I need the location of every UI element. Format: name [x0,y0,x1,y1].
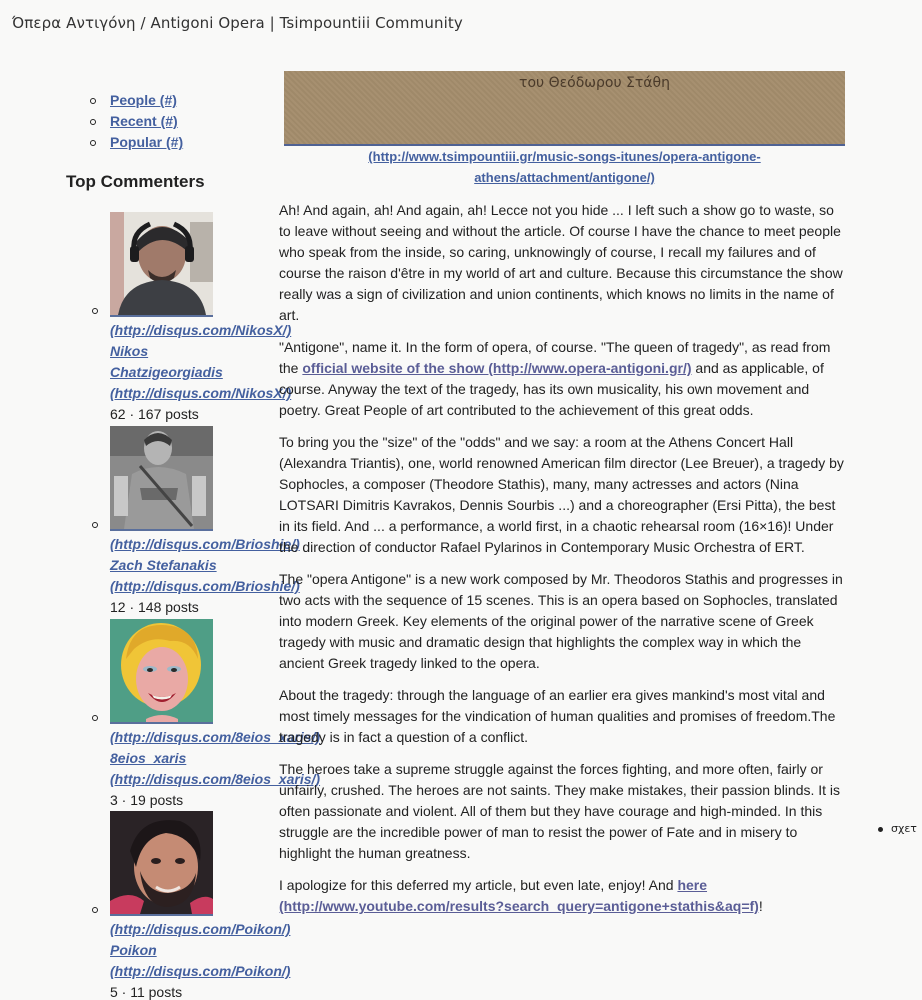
commenter-item [90,811,290,1000]
commenter-nav [90,90,183,153]
article-paragraph: Ah! And again, ah! And again, ah! Lecce not you hide ... I left such a show go to waste, so to leave without seeing and without the article. Of course I have the chance to meet people who speak from the inside, so caring, unknowingly of course, I recall my failures and of course the raison d'être in my world of art and culture. Because this circumstance the show really was a sign of civilization and union continents, which knows no limits in the name of art. [279,202,843,323]
article-paragraph: About the tragedy: through the language of an earlier era gives mankind's most vital and most timely messages for the vindication of human qualities and promises of freedom.The tragedy is in fact a question of a conflict. [279,687,836,745]
commenter-post-count: 3 · 19 posts [110,792,184,808]
commenter-name-link-cont[interactable]: Chatzigeorgiadis [110,364,223,380]
paragraph-text: I apologize for this deferred my article, but even late, enjoy! And [279,877,678,893]
avatar[interactable] [110,811,213,916]
related-label: σχετ [891,822,917,835]
nav-item-popular [90,132,183,153]
article-paragraph: To bring you the "size" of the "odds" and we say: a room at the Athens Concert Hall (Alexandra Triantis), one, world renowned American film director (Lee Breuer), a tragedy by Sophocles, a composer (Theodore Stathis), many, many actresses and actors (Nina LOTSARI Dimitris Kavrakos, Dennis Sourbis ...) and a choreographer (Ersi Pitta), the best in its field. And ... a performance, a world first, in a chaotic rehearsal room (16×16)! Under the direction of conductor Rafael Pylarinos in Contemporary Music Orchestra of ERT. [279,434,844,555]
banner-attachment-link[interactable] [368,149,760,185]
paragraph-text: ! [758,898,763,914]
avatar-photo-icon [110,811,213,914]
bullet-icon [878,827,883,832]
avatar-photo-icon [110,212,213,315]
article-paragraph: The "opera Antigone" is a new work composed by Mr. Theodoros Stathis and progresses in two acts with the sequence of 15 scenes. This is an opera based on Sophocles, translated into modern Greek. Key elements of the original power of the narrative scene of Greek tragedy with music and dramatic design that highlights the complex way in which the ancient Greek tragedy linked to the opera. [279,571,843,671]
commenter-item [90,619,321,821]
youtube-link[interactable]: here (http://www.youtube.com/results?search_query=antigone+stathis&aq=f) [279,877,759,914]
banner-link-container [284,146,845,188]
paragraph-text: "Antigone", name it. In the form of opera, of course. "The queen of tragedy", as read from the [279,339,831,376]
avatar-profile-link[interactable]: (http://disqus.com/8eios_xaris/) [110,729,321,745]
avatar-photo-icon [110,619,213,722]
top-commenters-list [90,212,321,1000]
bullet-icon [90,140,96,146]
commenter-post-count: 62 · 167 posts [110,406,199,422]
nav-item-recent [90,111,183,132]
commenter-profile-url[interactable]: (http://disqus.com/8eios_xaris/) [110,771,321,787]
article-banner-image[interactable] [284,71,845,146]
commenter-profile-url[interactable]: (http://disqus.com/Poikon/) [110,963,291,979]
avatar-profile-link[interactable]: (http://disqus.com/Brioshie/) [110,536,300,552]
banner-link-line2: athens/attachment/antigone/) [474,170,655,185]
bullet-icon [92,308,98,314]
avatar-photo-icon [110,426,213,529]
article-paragraph [279,337,849,421]
commenter-item [90,212,292,422]
bullet-icon [92,907,98,913]
commenter-name-link[interactable]: 8eios_xaris [110,750,187,766]
commenter-item [90,426,300,628]
avatar[interactable] [110,619,213,724]
commenter-name-link[interactable]: Nikos [110,343,149,359]
article-paragraph [279,875,849,917]
related-list-item[interactable] [878,822,917,835]
commenter-name-link[interactable]: Poikon [110,942,157,958]
page-title: Όπερα Αντιγόνη / Antigoni Opera | Tsimpountiii Community [12,14,463,32]
popular-link[interactable]: Popular (#) [110,134,184,150]
commenter-profile-url[interactable]: (http://disqus.com/NikosX/) [110,385,292,401]
commenter-profile-url[interactable]: (http://disqus.com/Brioshie/) [110,578,300,594]
avatar[interactable] [110,212,213,317]
official-website-link[interactable]: official website of the show (http://www.opera-antigoni.gr/) [302,360,692,376]
paragraph-text: and as applicable, of course. Anyway the text of the tragedy, has its own musicality, his own movement and poetry. Great People of art contributed to the achievement of this great odds. [279,360,824,418]
article-paragraph: The heroes take a supreme struggle against the forces fighting, and more often, fairly or unfairly, crushed. The heroes are not saints. They make mistakes, their passion blinds. It is often passionate and violent. All of them but they have courage and high-minded. In this struggle are the incredible power of man to resist the power of Fate and in misery to highlight the human greatness. [279,761,841,861]
banner-link-line1: (http://www.tsimpountiii.gr/music-songs-itunes/opera-antigone- [368,149,761,164]
commenter-name-link[interactable]: Zach Stefanakis [110,557,217,573]
avatar-profile-link[interactable]: (http://disqus.com/Poikon/) [110,921,291,937]
top-commenters-heading: Top Commenters [66,172,205,191]
commenter-post-count: 12 · 148 posts [110,599,199,615]
bullet-icon [90,98,96,104]
recent-link[interactable]: Recent (#) [110,113,178,129]
nav-item-people [90,90,183,111]
commenter-post-count: 5 · 11 posts [110,984,183,1000]
bullet-icon [92,522,98,528]
avatar[interactable] [110,426,213,531]
people-link[interactable]: People (#) [110,92,177,108]
avatar-profile-link[interactable]: (http://disqus.com/NikosX/) [110,322,292,338]
bullet-icon [90,119,96,125]
article-body [279,200,849,928]
bullet-icon [92,715,98,721]
banner-caption: του Θεόδωρου Στάθη [519,75,670,91]
